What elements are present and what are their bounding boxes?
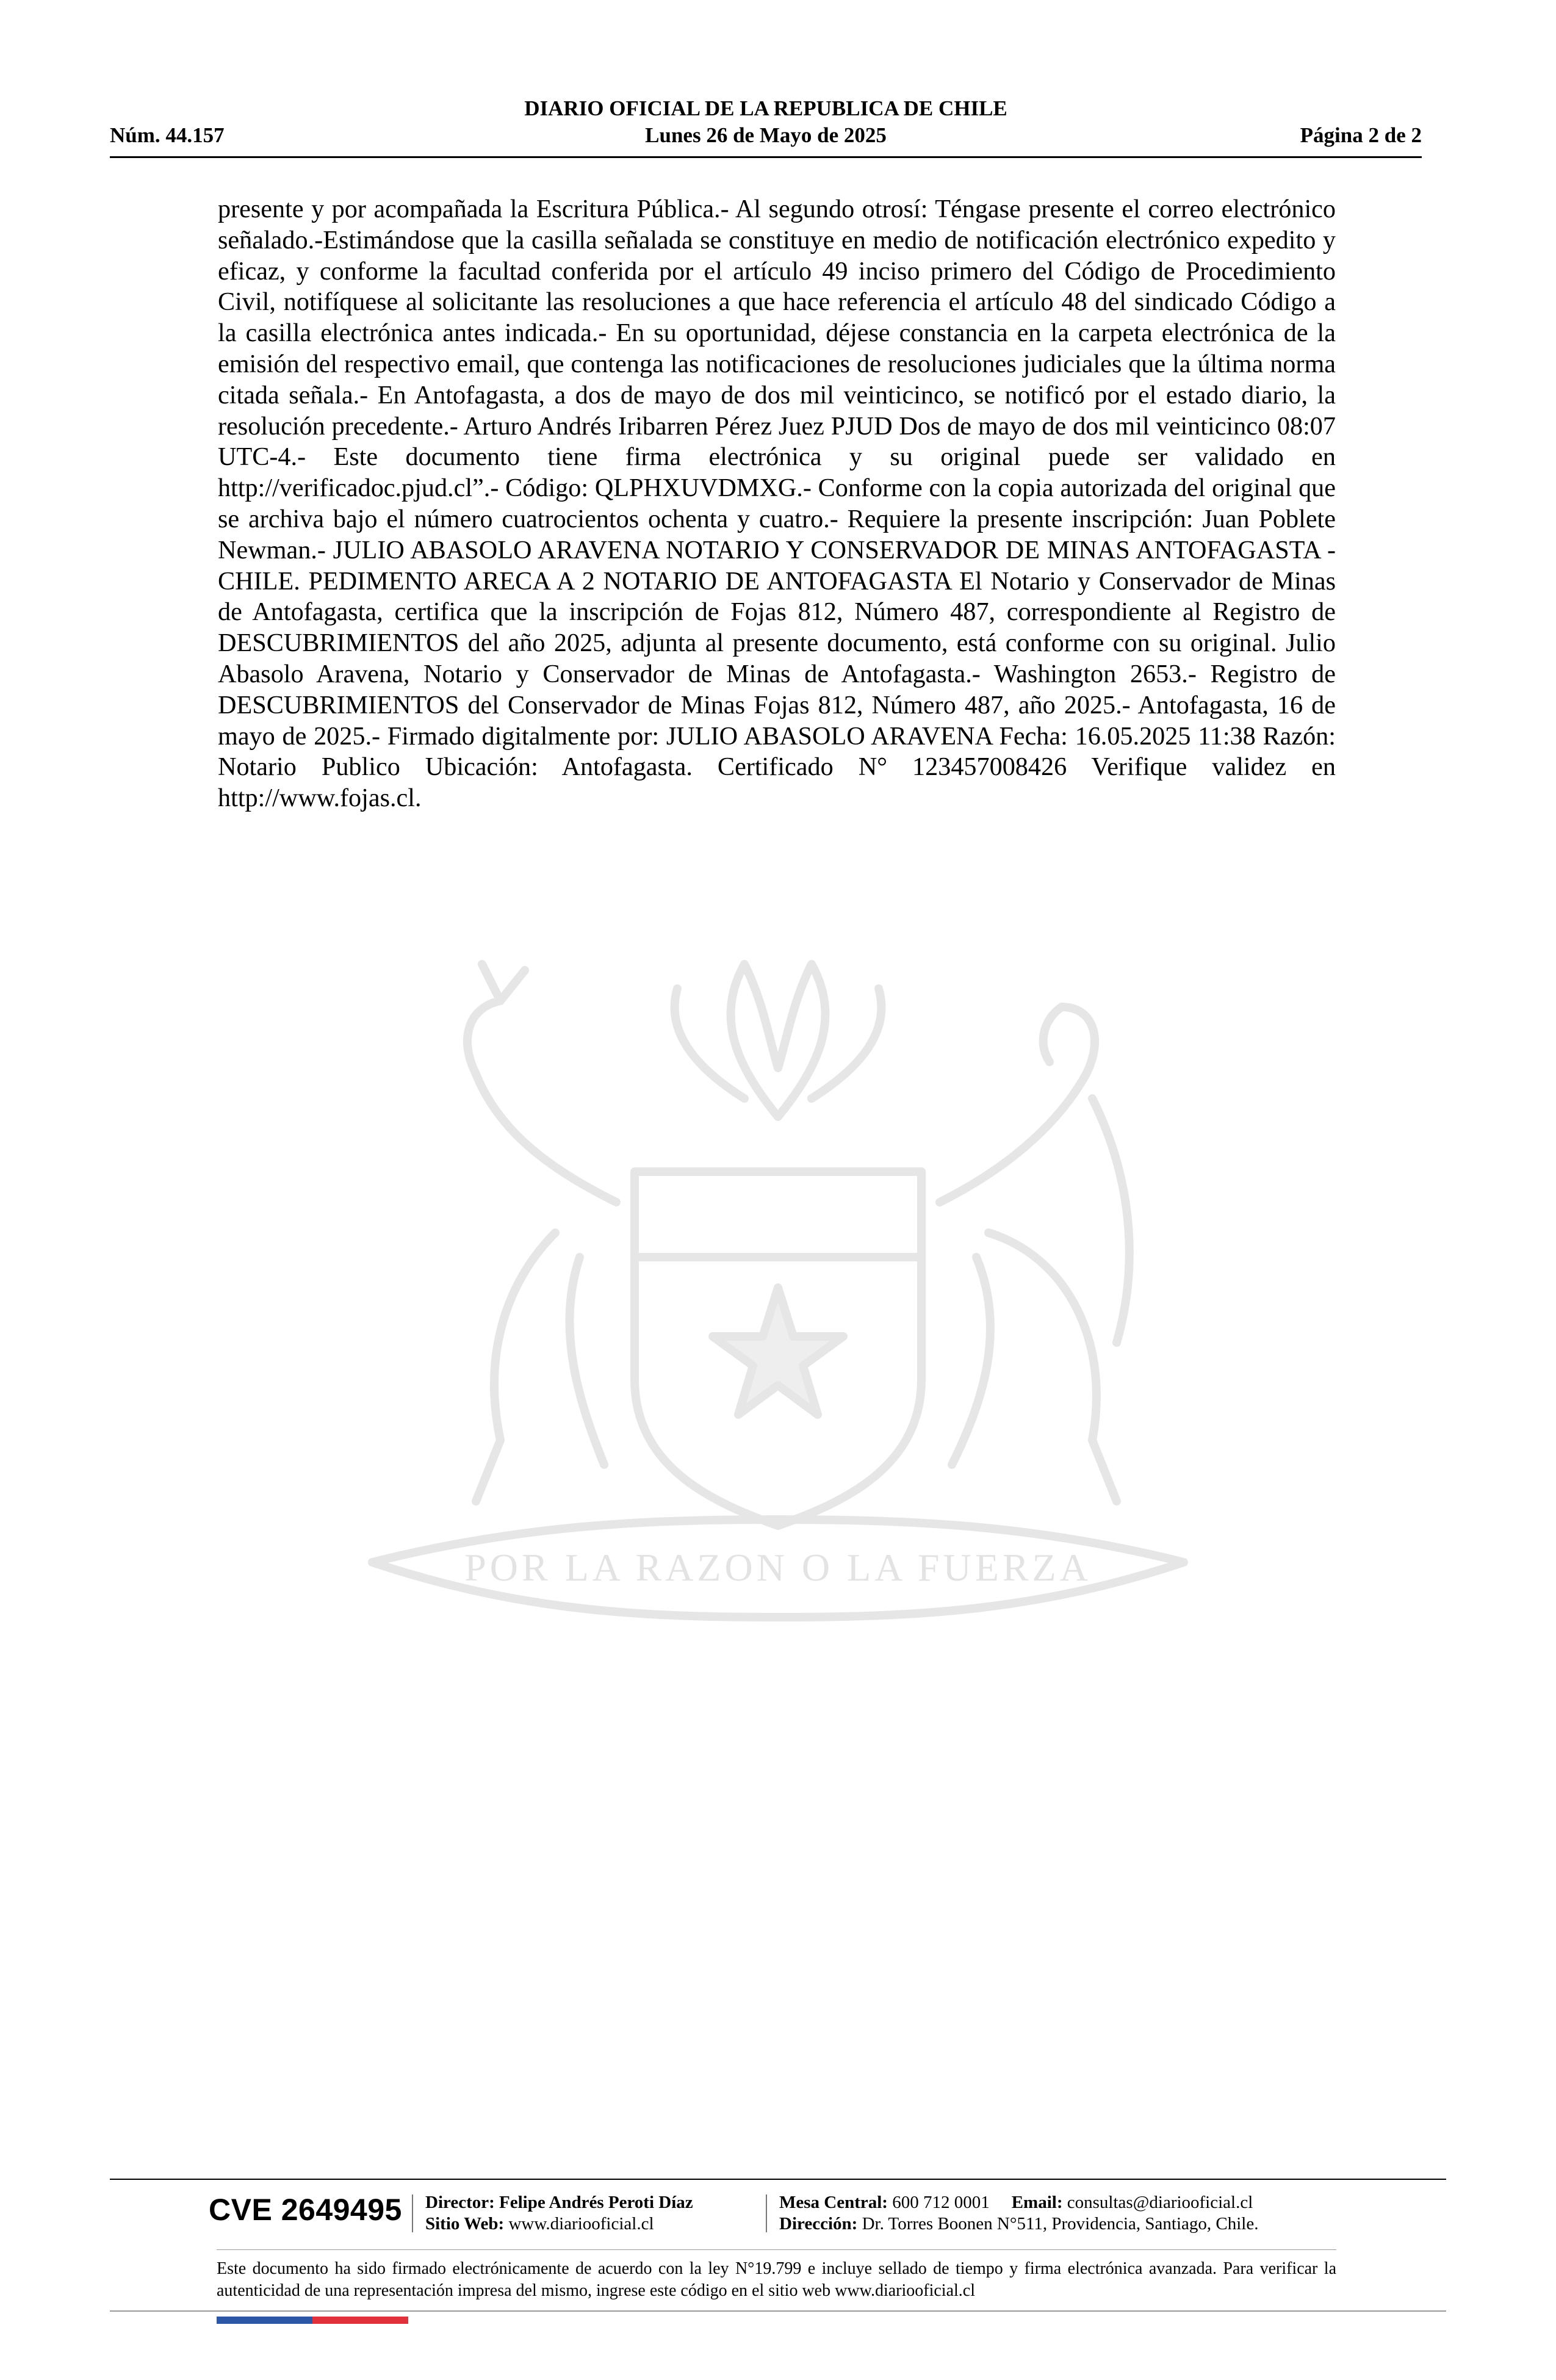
- flag-blue-segment: [217, 2317, 312, 2324]
- document-body-text: presente y por acompañada la Escritura Pública.- Al segundo otrosí: Téngase presente el correo electrónico señalado.-Estimándose que la casilla señalada se constituye en medio de notificación electrónico expedito y eficaz, y conforme la facultad conferida por el artículo 49 inciso primero del Código de Procedimiento Civil, notifíquese al solicitante las resoluciones a que hace referencia el artículo 48 del sindicado Código a la casilla electrónica antes indicada.- En su oportunidad, déjese constancia en la carpeta electrónica de la emisión del respectivo email, que contenga las notificaciones de resoluciones judiciales que la última norma citada señala.- En Antofagasta, a dos de mayo de dos mil veinticinco, se notificó por el estado diario, la resolución precedente.- Arturo Andrés Iribarren Pérez Juez PJUD Dos de mayo de dos mil veinticinco 08:07 UTC-4.- Este documento tiene firma electrónica y su original puede ser validado en http://verificadoc.pjud.cl”.- Código: QLPHXUVDMXG.- Conforme con la copia autorizada del original que se archiva bajo el número cuatrocientos ochenta y cuatro.- Requiere la presente inscripción: Juan Poblete Newman.- JULIO ABASOLO ARAVENA NOTARIO Y CONSERVADOR DE MINAS ANTOFAGASTA - CHILE. PEDIMENTO ARECA A 2 NOTARIO DE ANTOFAGASTA El Notario y Conservador de Minas de Antofagasta, certifica que la inscripción de Fojas 812, Número 487, correspondiente al Registro de DESCUBRIMIENTOS del año 2025, adjunta al presente documento, está conforme con su original. Julio Abasolo Aravena, Notario y Conservador de Minas de Antofagasta.- Washington 2653.- Registro de DESCUBRIMIENTOS del Conservador de Minas Fojas 812, Número 487, año 2025.- Antofagasta, 16 de mayo de 2025.- Firmado digitalmente por: JULIO ABASOLO ARAVENA Fecha: 16.05.2025 11:38 Razón: Notario Publico Ubicación: Antofagasta. Certificado N° 123457008426 Verifique validez en http://www.fojas.cl.: [218, 195, 1336, 813]
- email-link[interactable]: consultas@diariooficial.cl: [1067, 2193, 1253, 2212]
- page-header: [110, 92, 1422, 160]
- flag-stripe-icon: [217, 2317, 408, 2324]
- seal-motto: POR LA RAZON O LA FUERZA: [464, 1546, 1092, 1589]
- footer-separator: [412, 2194, 413, 2232]
- header-divider: [110, 156, 1422, 158]
- page-footer: [110, 2179, 1446, 2325]
- footer-bottom-divider: [110, 2310, 1446, 2312]
- footer-top-divider: [110, 2179, 1446, 2180]
- footer-contact-left: [425, 2192, 693, 2235]
- issue-date: Lunes 26 de Mayo de 2025: [645, 123, 887, 147]
- newspaper-title: DIARIO OFICIAL DE LA REPUBLICA DE CHILE: [524, 96, 1007, 120]
- page-number: Página 2 de 2: [1300, 123, 1422, 147]
- coat-of-arms-watermark-icon: [214, 915, 1342, 1678]
- footer-mid-divider: [217, 2249, 1336, 2250]
- footer-contact-right: [779, 2192, 1258, 2235]
- mesa-label: Mesa Central:: [779, 2193, 888, 2212]
- email-label: Email:: [1011, 2193, 1063, 2212]
- footer-separator: [766, 2194, 767, 2232]
- web-label: Sitio Web:: [425, 2214, 505, 2234]
- issue-number: Núm. 44.157: [110, 123, 225, 147]
- signature-note: Este documento ha sido firmado electrónicamente de acuerdo con la ley N°19.799 e incluye sellado de tiempo y firma electrónica avanzada. Para verificar la autenticidad de una representación impresa del mismo, ingrese este código en el sitio web www.diariooficial.cl: [217, 2259, 1336, 2300]
- flag-red-segment: [312, 2317, 408, 2324]
- cve-code: CVE 2649495: [209, 2193, 402, 2227]
- director-name: Felipe Andrés Peroti Díaz: [499, 2193, 693, 2212]
- mesa-phone: 600 712 0001: [892, 2193, 990, 2212]
- address-value: Dr. Torres Boonen N°511, Providencia, Santiago, Chile.: [862, 2214, 1259, 2234]
- address-label: Dirección:: [779, 2214, 858, 2234]
- director-label: Director:: [425, 2193, 495, 2212]
- web-link[interactable]: www.diariooficial.cl: [508, 2214, 654, 2234]
